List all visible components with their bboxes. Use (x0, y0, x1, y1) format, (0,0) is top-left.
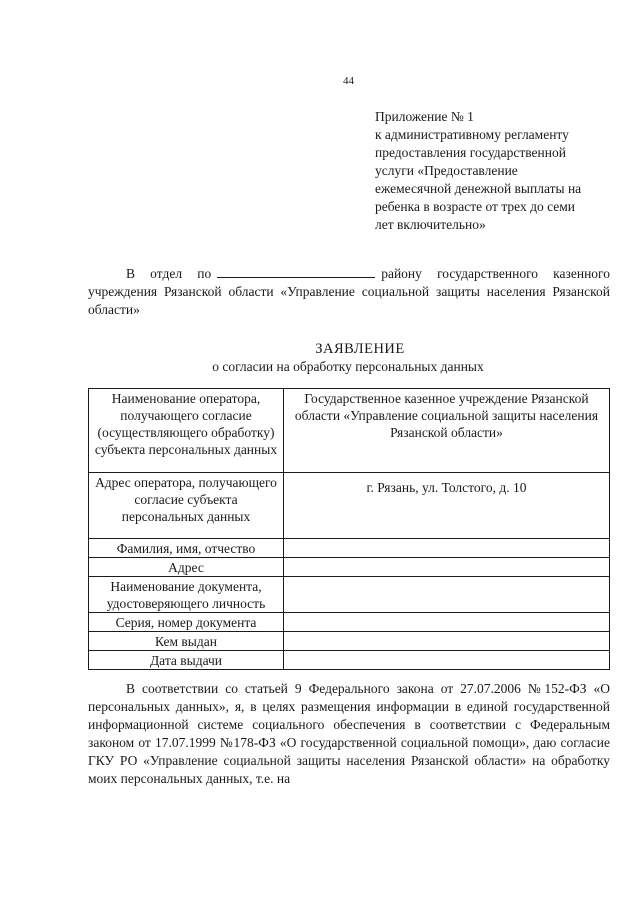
consent-text: В соответствии со статьей 9 Федерального закона от 27.07.2006 №152-ФЗ «О персональных данных», я, в целях размещения информации в единой государственной информационной системе социального обеспечения в соответствии с Федеральным законом от 17.07.1999 №178-ФЗ «О государственной социальной помощи», даю согласие ГКУ РО «Управление социальной защиты населения Рязанской области» на обработку моих персональных данных, т.е. на (88, 681, 610, 786)
table-row (89, 632, 610, 651)
title-sub: о согласии на обработку персональных данных (212, 359, 484, 374)
row-value: г. Рязань, ул. Толстого, д. 10 (284, 473, 610, 539)
table-row (89, 613, 610, 632)
table-row (89, 539, 610, 558)
table-row (89, 389, 610, 473)
row-value: Государственное казенное учреждение Рязанской области «Управление социальной защиты населения Рязанской области» (284, 389, 610, 473)
appendix-line: услуги «Предоставление (375, 163, 518, 178)
table-row (89, 473, 610, 539)
page-number: 44 (343, 75, 354, 87)
appendix-line: Приложение № 1 (375, 109, 474, 124)
table-row (89, 577, 610, 613)
row-value-field[interactable] (284, 613, 610, 632)
row-label: Адрес оператора, получающего согласие субъекта персональных данных (89, 473, 284, 539)
row-value-field[interactable] (284, 577, 610, 613)
appendix-line: к административному регламенту (375, 127, 569, 142)
row-label: Дата выдачи (89, 651, 284, 670)
title-main: ЗАЯВЛЕНИЕ (315, 341, 405, 357)
table-row (89, 651, 610, 670)
row-value-field[interactable] (284, 539, 610, 558)
address-suffix: району государственного казенного учреждения Рязанской области «Управление социальной защиты населения Рязанской области» (88, 266, 611, 317)
appendix-line: ежемесячной денежной выплаты на (375, 181, 582, 196)
consent-table (88, 388, 610, 670)
appendix-line: лет включительно» (375, 217, 486, 232)
row-label: Адрес (89, 558, 284, 577)
row-label: Наименование оператора, получающего согласие (осуществляющего обработку) субъекта персональных данных (89, 389, 284, 473)
table-row (89, 558, 610, 577)
address-prefix: В отдел по (126, 266, 212, 281)
row-value-field[interactable] (284, 651, 610, 670)
consent-paragraph (88, 680, 610, 788)
document-title (0, 340, 640, 376)
appendix-line: предоставления государственной (375, 145, 566, 160)
address-block (88, 265, 610, 319)
appendix-line: ребенка в возрасте от трех до семи (375, 199, 575, 214)
appendix-header (375, 108, 625, 234)
district-blank-field[interactable] (217, 265, 375, 278)
row-value-field[interactable] (284, 558, 610, 577)
row-label: Фамилия, имя, отчество (89, 539, 284, 558)
row-label: Кем выдан (89, 632, 284, 651)
row-label: Наименование документа, удостоверяющего личность (89, 577, 284, 613)
row-label: Серия, номер документа (89, 613, 284, 632)
row-value-field[interactable] (284, 632, 610, 651)
